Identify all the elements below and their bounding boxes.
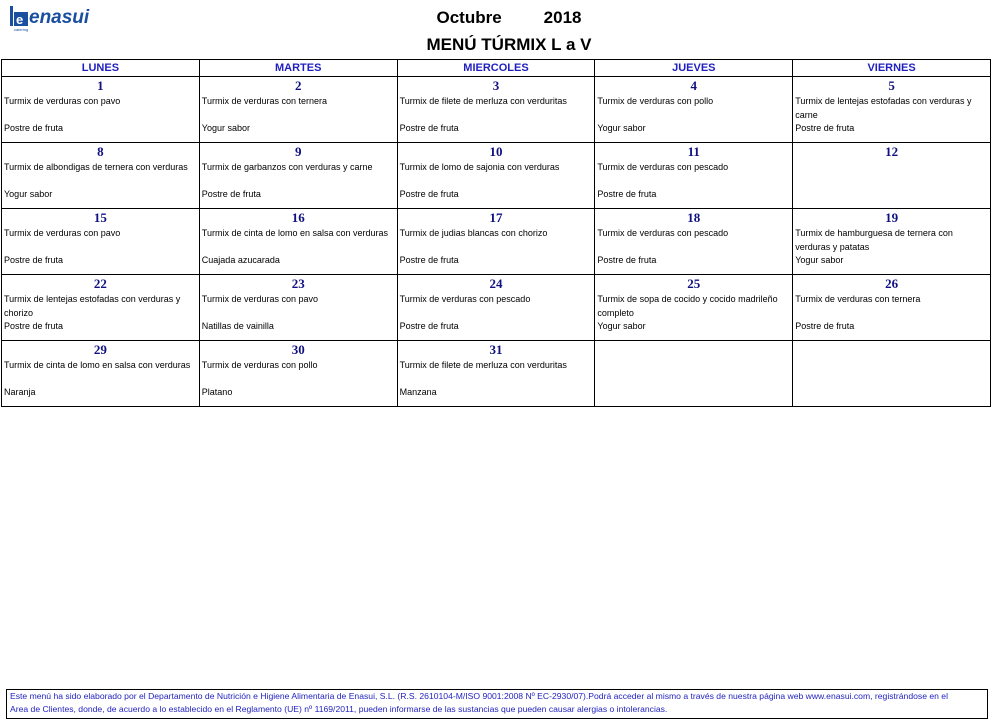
day-cell: [397, 77, 595, 143]
dish-text: Turmix de garbanzos con verduras y carne: [201, 162, 373, 172]
dish-text: Turmix de verduras con pescado: [399, 294, 531, 304]
dish-text: Turmix de cinta de lomo en salsa con verduras: [201, 228, 389, 238]
dish-text: Turmix de verduras con pollo: [201, 360, 318, 370]
dish-text: Turmix de judias blancas con chorizo: [399, 228, 548, 238]
day-number: 29: [93, 342, 107, 357]
day-number: 15: [93, 210, 107, 225]
dessert-text: Postre de fruta: [597, 255, 657, 265]
dish-text: Turmix de lentejas estofadas con verduras y chorizo: [4, 294, 181, 318]
svg-text:e: e: [16, 12, 24, 27]
day-number: 22: [93, 276, 107, 291]
menu-subtitle: MENÚ TÚRMIX L a V: [426, 35, 592, 54]
footer-disclaimer: [6, 689, 988, 719]
dish-text: Turmix de hamburguesa de ternera con verduras y patatas: [795, 228, 953, 252]
dish-text: Turmix de lentejas estofadas con verduras y carne: [795, 96, 972, 120]
week-row: [2, 275, 991, 341]
day-cell: [595, 143, 793, 209]
day-cell: [595, 275, 793, 341]
day-cell: [2, 77, 200, 143]
dessert-text: Platano: [201, 387, 233, 397]
dessert-text: Postre de fruta: [399, 321, 459, 331]
week-row: [2, 209, 991, 275]
dish-text: Turmix de verduras con pollo: [597, 96, 714, 106]
day-number: 9: [294, 144, 302, 159]
month-label: Octubre: [436, 8, 502, 27]
day-number: 31: [489, 342, 503, 357]
dessert-text: Postre de fruta: [4, 255, 64, 265]
day-number: 26: [885, 276, 899, 291]
dish-text: Turmix de lomo de sajonia con verduras: [399, 162, 560, 172]
day-number: 10: [489, 144, 503, 159]
day-number: 18: [687, 210, 701, 225]
dessert-text: Postre de fruta: [4, 123, 64, 133]
day-cell: [199, 209, 397, 275]
day-cell: [199, 275, 397, 341]
footer-line: Este menú ha sido elaborado por el Departamento de Nutrición e Higiene Alimentaria de Enasui, S.L. (R.S. 2610104-M/ISO 9001:2008 Nº EC-2930/07).Podrá acceder al mismo a través de nuestra página web www.enasui.com, registrándose en el: [10, 691, 948, 701]
day-number: 2: [294, 78, 302, 93]
weekday-header: MARTES: [199, 60, 397, 77]
dessert-text: Yogur sabor: [597, 123, 646, 133]
week-row: [2, 143, 991, 209]
dessert-text: Natillas de vainilla: [201, 321, 274, 331]
dish-text: Turmix de verduras con pescado: [597, 228, 729, 238]
dessert-text: Yogur sabor: [597, 321, 646, 331]
dish-text: Turmix de filete de merluza con verduritas: [399, 96, 567, 106]
day-cell: [397, 143, 595, 209]
day-number: 17: [489, 210, 503, 225]
page-title: [0, 8, 1000, 28]
dessert-text: Postre de fruta: [597, 189, 657, 199]
dish-text: Turmix de verduras con pavo: [201, 294, 319, 304]
day-number: 8: [97, 144, 104, 159]
day-cell: [793, 275, 991, 341]
footer-line: Area de Clientes, donde, de acuerdo a lo establecido en el Reglamento (UE) nº 1169/2011, pueden informarse de las sustancias que pueden causar alergias o intolerancias.: [10, 704, 668, 714]
dessert-text: Postre de fruta: [795, 123, 855, 133]
day-cell: [2, 341, 200, 407]
dish-text: Turmix de verduras con pavo: [4, 96, 121, 106]
weekday-header: LUNES: [2, 60, 200, 77]
day-cell: [2, 209, 200, 275]
weekday-header: JUEVES: [595, 60, 793, 77]
dessert-text: Postre de fruta: [795, 321, 855, 331]
dish-text: Turmix de albondigas de ternera con verduras: [4, 162, 188, 172]
day-number: 1: [97, 78, 104, 93]
day-cell: [397, 275, 595, 341]
day-number: 11: [687, 144, 700, 159]
dessert-text: Cuajada azucarada: [201, 255, 280, 265]
day-number: 25: [687, 276, 701, 291]
dessert-text: Yogur sabor: [4, 189, 53, 199]
dish-text: Turmix de cinta de lomo en salsa con verduras: [4, 360, 191, 370]
dessert-text: Postre de fruta: [399, 255, 459, 265]
weekday-header-row: [2, 60, 991, 77]
week-row: [2, 341, 991, 407]
day-cell: [199, 143, 397, 209]
day-number: 30: [291, 342, 305, 357]
dessert-text: Postre de fruta: [4, 321, 64, 331]
day-number: 19: [885, 210, 899, 225]
day-cell: [199, 341, 397, 407]
day-cell: [793, 143, 991, 209]
day-number: 16: [291, 210, 305, 225]
day-number: 23: [291, 276, 305, 291]
menu-calendar: [1, 59, 991, 407]
dish-text: Turmix de filete de merluza con verduritas: [399, 360, 567, 370]
day-cell: [793, 77, 991, 143]
dessert-text: Yogur sabor: [201, 123, 251, 133]
dessert-text: Yogur sabor: [795, 255, 844, 265]
day-number: 4: [690, 78, 698, 93]
day-cell: [595, 209, 793, 275]
day-number: 5: [888, 78, 895, 93]
dish-text: Turmix de sopa de cocido y cocido madrileño completo: [597, 294, 778, 318]
day-number: 24: [489, 276, 503, 291]
day-cell: [397, 341, 595, 407]
weekday-header: VIERNES: [793, 60, 991, 77]
day-cell: [595, 77, 793, 143]
dessert-text: Postre de fruta: [201, 189, 261, 199]
logo-tagline: catering: [14, 27, 29, 32]
day-cell: [793, 341, 991, 407]
day-cell: [595, 341, 793, 407]
day-number: 12: [885, 144, 899, 159]
week-row: [2, 77, 991, 143]
day-cell: [397, 209, 595, 275]
day-cell: [2, 275, 200, 341]
day-cell: [793, 209, 991, 275]
day-number: 3: [492, 78, 500, 93]
dish-text: Turmix de verduras con ternera: [795, 294, 921, 304]
dessert-text: Postre de fruta: [399, 123, 459, 133]
dish-text: Turmix de verduras con ternera: [201, 96, 328, 106]
dessert-text: Naranja: [4, 387, 36, 397]
day-cell: [199, 77, 397, 143]
weekday-header: MIERCOLES: [397, 60, 595, 77]
dish-text: Turmix de verduras con pavo: [4, 228, 121, 238]
logo-text: enasui: [29, 7, 90, 28]
year-label: 2018: [543, 8, 582, 27]
dish-text: Turmix de verduras con pescado: [597, 162, 729, 172]
day-cell: [2, 143, 200, 209]
dessert-text: Postre de fruta: [399, 189, 459, 199]
dessert-text: Manzana: [399, 387, 437, 397]
